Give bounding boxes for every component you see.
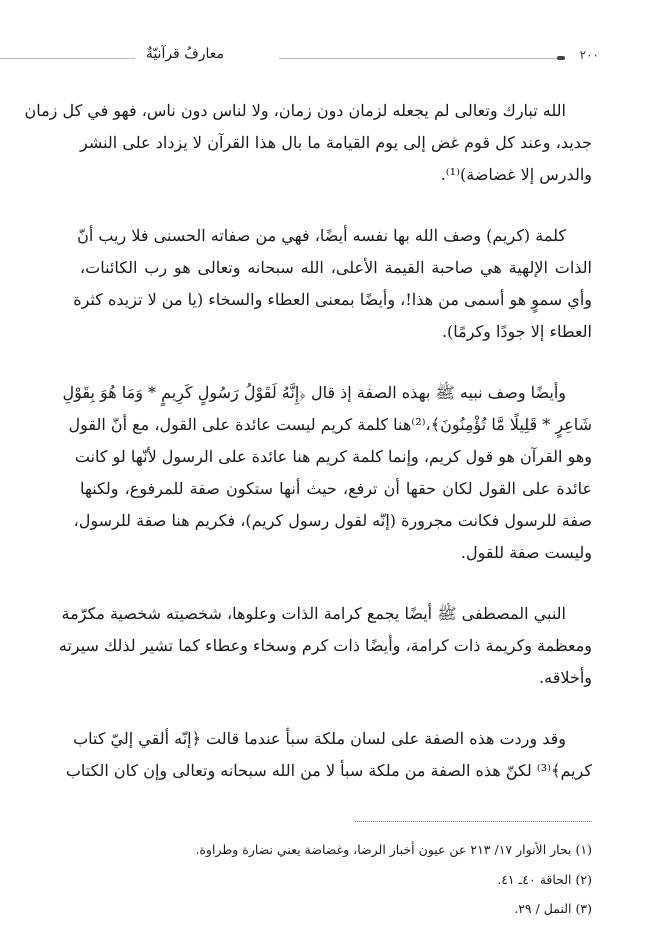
footnotes <box>195 835 592 924</box>
text-line: جديد، وعند كل قوم غض إلى يوم القيامة ما بال هذا القرآن لا يزداد على النشر <box>80 133 592 152</box>
text-line: كريم﴾⁽³⁾ لكنّ هذه الصفة من ملكة سبأ لا من الله سبحانه وتعالى وإن كان الكتاب <box>65 761 592 780</box>
paragraph <box>58 598 592 694</box>
text-line: الله تبارك وتعالى لم يجعله لزمان دون زمان، ولا لناس دون ناس، فهو في كل زمان <box>24 101 566 120</box>
body-text <box>24 95 592 816</box>
footnote: (٢) الحاقة ٤٠ـ ٤١. <box>497 871 592 887</box>
paragraph <box>24 95 592 191</box>
text-line: وهو القرآن هو قول كريم، وإنما كلمة كريم هنا عائدة على الرسول لأنّها لو كانت <box>74 447 592 466</box>
text-line: وأيضًا وصف نبيه ﷺ بهذه الصفة إذ قال ﴿إِنَّهُ لَقَوْلُ رَسُولٍ كَرِيمٍ * وَمَا هُوَ بِقَوْلِ <box>62 383 566 402</box>
text-line: كلمة (كريم) وصف الله بها نفسه أيضًا، فهي من صفاته الحسنى فلا ريب أنّ <box>77 226 566 245</box>
text-line: وأي سموٍ هو أسمى من هذا!، وأيضًا بمعنى العطاء والسخاء (يا من لا تزيده كثرة <box>73 290 592 309</box>
header-rule <box>279 58 559 59</box>
text-line: العطاء إلا جودًا وكرمًا). <box>441 322 592 341</box>
paragraph <box>62 377 592 569</box>
text-line: عائدة على القول لكان حقها أن ترفع، حيث أنها ستكون صفة للمرفوع، ولكنها <box>80 479 592 498</box>
footnote: (١) بحار الأنوار ١٧/ ٢١٣ عن عيون أخبار الرضا، وغضاضة يعني نضارة وطراوة. <box>195 842 592 857</box>
text-line: شَاعِرٍ * قَلِيلًا مَّا تُؤْمِنُونَ﴾،⁽²⁾هنا كلمة كريم ليست عائدة على القول، مع أنّ القول <box>68 415 592 434</box>
footnote-separator <box>355 821 592 822</box>
text-line: وقد وردت هذه الصفة على لسان ملكة سبأ عندما قالت ﴿إنّه ألقي إليّ كتاب <box>73 729 566 748</box>
text-line: ومعظمة وكريمة ذات كرامة، وأيضًا ذات كرم وسخاء وعطاء كما تشير لذلك سيرته <box>58 636 592 655</box>
page-number: ٢٠٠ <box>579 48 599 62</box>
header-rule-end <box>557 56 565 60</box>
paragraph <box>73 220 592 348</box>
text-line: الذات الإلهية هي صاحبة القيمة الأعلى، الله سبحانه وتعالى هو رب الكائنات، <box>80 258 592 277</box>
text-line: والدرس إلا غضاضة)⁽¹⁾. <box>440 165 592 184</box>
running-header <box>0 46 669 70</box>
text-line: صفة للرسول فكانت مجرورة (إنّه لقول رسول كريم)، فكريم هنا صفة للرسول، <box>73 511 592 530</box>
paragraph <box>65 723 592 787</box>
header-rule <box>0 58 135 59</box>
footnote: (٣) النمل / ٢٩. <box>514 901 592 916</box>
text-line: وأخلاقه. <box>539 668 592 687</box>
text-line: وليست صفة للقول. <box>460 543 592 562</box>
text-line: النبي المصطفى ﷺ أيضًا يجمع كرامة الذات وعلوها، شخصيته شخصية مكرّمة <box>61 604 566 623</box>
book-title: معارفُ قرآنيّةٌ <box>145 46 224 62</box>
